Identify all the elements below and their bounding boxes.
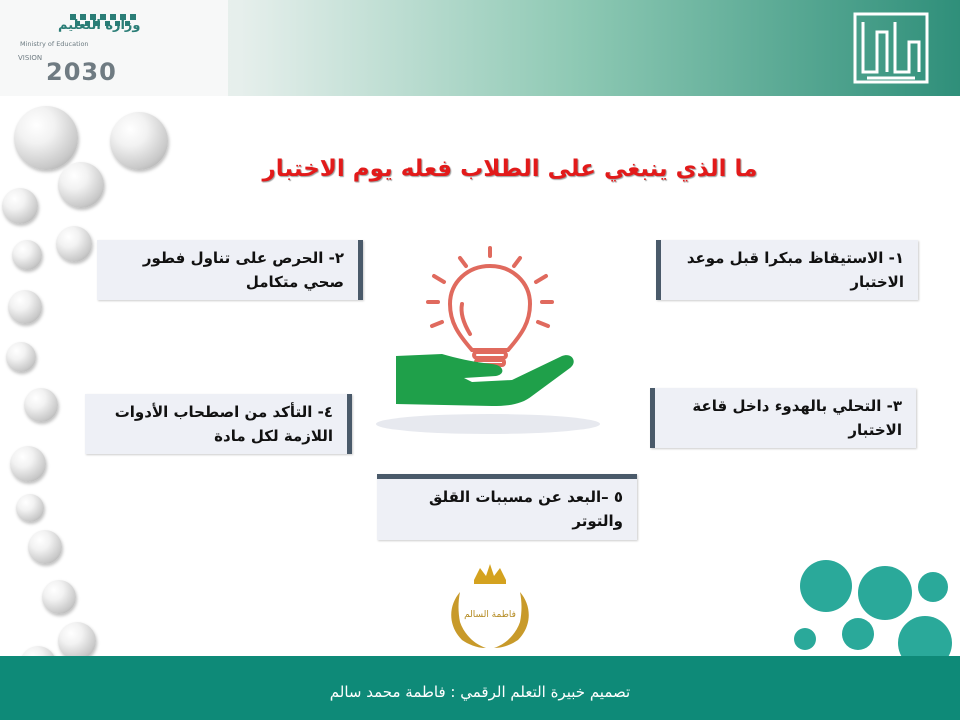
decor-bubble <box>58 162 104 208</box>
decor-bubble <box>2 188 38 224</box>
decor-bubble <box>14 106 78 170</box>
decor-dot <box>794 628 816 650</box>
tip-card-1: ١- الاستيقاظ مبكرا قبل موعد الاختبار <box>656 240 918 300</box>
decor-bubble <box>12 240 42 270</box>
decor-dot <box>842 618 874 650</box>
decor-bubble <box>110 112 168 170</box>
decor-dot <box>918 572 948 602</box>
tip-card-2: ٢- الحرص على تناول فطور صحي متكامل <box>97 240 363 300</box>
decor-bubble <box>28 530 62 564</box>
decor-bubble <box>24 388 58 422</box>
monogram-logo-icon <box>853 12 929 84</box>
footer-credit: تصميم خبيرة التعلم الرقمي : فاطمة محمد سالم <box>329 683 631 701</box>
decor-bubble <box>42 580 76 614</box>
ministry-logo-area <box>0 0 228 96</box>
page-title: ما الذي ينبغي على الطلاب فعله يوم الاختبار <box>262 156 758 182</box>
crest-emblem <box>440 562 540 652</box>
tip-card-5: ٥ –البعد عن مسببات القلق والتوتر <box>377 474 637 540</box>
decor-bubble <box>16 494 44 522</box>
ministry-name-ar: وزارة التعليم <box>58 18 141 33</box>
crest-text: فاطمة السالم <box>464 610 516 620</box>
laurel-wreath-icon <box>451 592 529 648</box>
crown-icon <box>474 564 506 584</box>
decor-bubble <box>8 290 42 324</box>
vision-year: 2030 <box>46 58 117 86</box>
decor-bubble <box>56 226 92 262</box>
decor-dot <box>858 566 912 620</box>
tip-card-3: ٣- التحلي بالهدوء داخل قاعة الاختبار <box>650 388 916 448</box>
ministry-name-en: Ministry of Education <box>20 40 89 48</box>
decor-bubble <box>58 622 96 660</box>
decor-bubble <box>6 342 36 372</box>
vision-label: VISION <box>18 54 43 62</box>
footer-bar <box>0 656 960 720</box>
tip-card-4: ٤- التأكد من اصطحاب الأدوات اللازمة لكل مادة <box>85 394 352 454</box>
lightbulb-hand-illustration <box>372 246 612 446</box>
lightbulb-icon <box>428 248 552 367</box>
decor-dot <box>800 560 852 612</box>
hand-icon <box>376 354 600 434</box>
decor-bubble <box>10 446 46 482</box>
